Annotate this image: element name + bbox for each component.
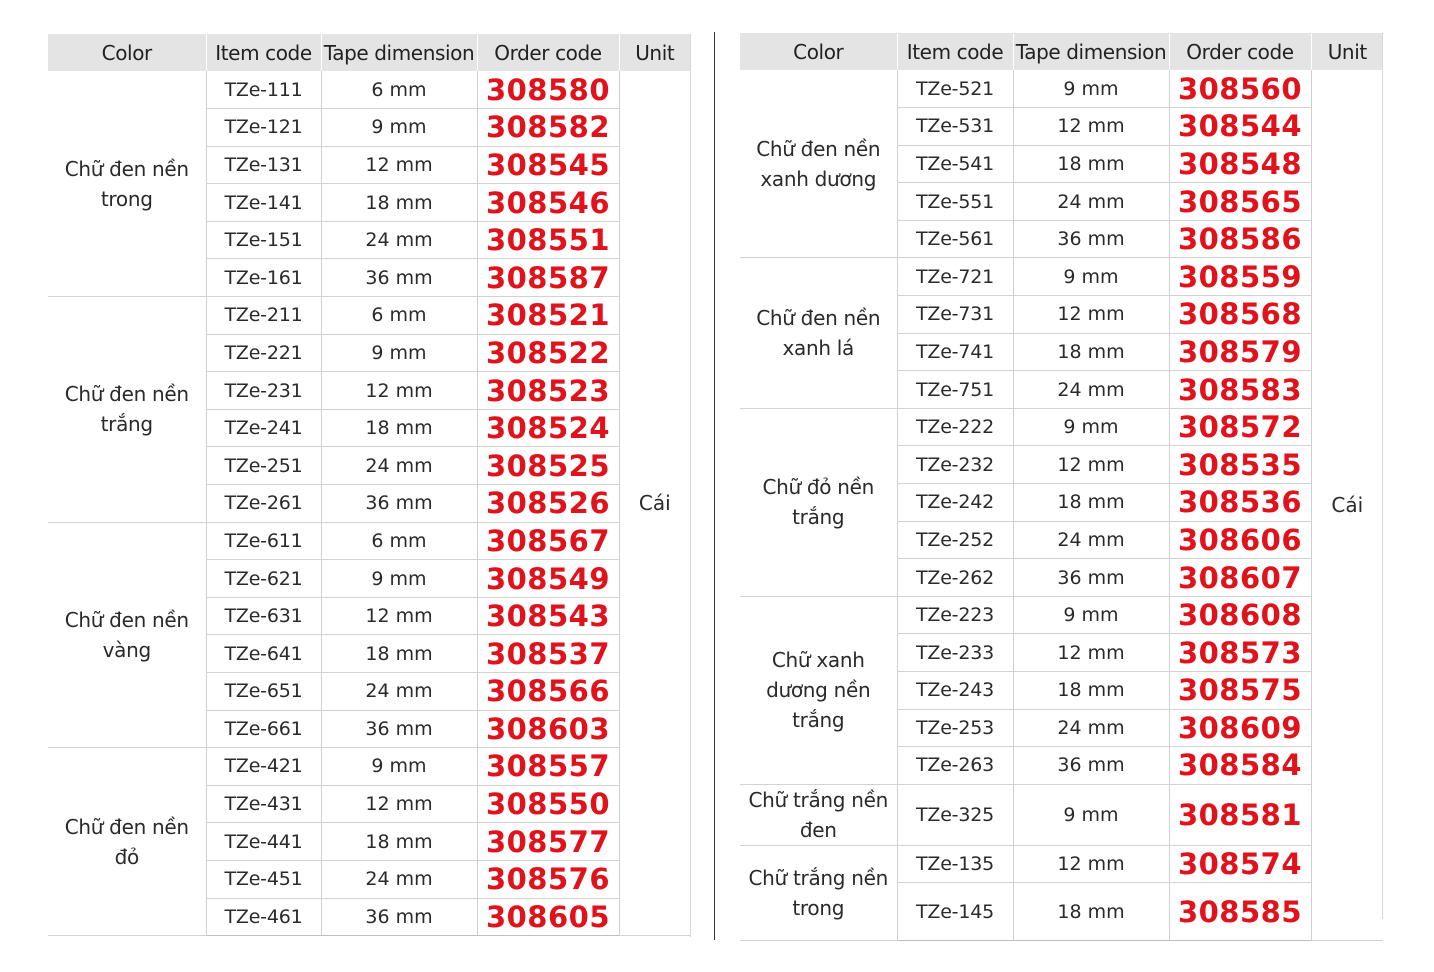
item-code-cell: TZe-251 [206, 447, 321, 485]
item-code-cell: TZe-441 [206, 823, 321, 861]
order-code-cell: 308523 [477, 372, 619, 410]
order-code-cell: 308581 [1169, 784, 1311, 845]
tape-dimension-cell: 18 mm [321, 409, 477, 447]
item-code-cell: TZe-242 [897, 484, 1013, 522]
item-code-cell: TZe-641 [206, 635, 321, 673]
order-code-cell: 308565 [1169, 183, 1311, 221]
header-unit: Unit [1311, 33, 1383, 70]
order-code-cell: 308584 [1169, 747, 1311, 785]
table-body-left [48, 71, 690, 936]
tape-dimension-cell: 18 mm [1013, 145, 1169, 183]
tape-dimension-cell: 9 mm [1013, 784, 1169, 845]
order-code-cell: 308550 [477, 785, 619, 823]
tape-dimension-cell: 12 mm [321, 785, 477, 823]
tape-dimension-cell: 24 mm [321, 673, 477, 711]
item-code-cell: TZe-233 [897, 634, 1013, 672]
order-code-cell: 308544 [1169, 108, 1311, 146]
order-code-cell: 308559 [1169, 258, 1311, 296]
item-code-cell: TZe-135 [897, 845, 1013, 883]
order-code-cell: 308566 [477, 673, 619, 711]
item-code-cell: TZe-131 [206, 146, 321, 184]
item-code-cell: TZe-561 [897, 220, 1013, 258]
item-code-cell: TZe-651 [206, 673, 321, 711]
item-code-cell: TZe-231 [206, 372, 321, 410]
tape-dimension-cell: 18 mm [1013, 672, 1169, 710]
item-code-cell: TZe-631 [206, 597, 321, 635]
item-code-cell: TZe-461 [206, 898, 321, 936]
item-code-cell: TZe-221 [206, 334, 321, 372]
order-code-cell: 308526 [477, 485, 619, 523]
item-code-cell: TZe-741 [897, 333, 1013, 371]
order-code-cell: 308603 [477, 710, 619, 748]
item-code-cell: TZe-611 [206, 522, 321, 560]
tape-dimension-cell: 36 mm [1013, 559, 1169, 597]
table-row [740, 596, 1383, 634]
item-code-cell: TZe-751 [897, 371, 1013, 409]
item-code-cell: TZe-241 [206, 409, 321, 447]
color-group-label: Chữ đen nền trong [48, 71, 206, 297]
order-code-cell: 308535 [1169, 446, 1311, 484]
tape-dimension-cell: 24 mm [1013, 371, 1169, 409]
order-code-cell: 308545 [477, 146, 619, 184]
item-code-cell: TZe-721 [897, 258, 1013, 296]
order-code-cell: 308568 [1169, 296, 1311, 334]
order-code-cell: 308574 [1169, 845, 1311, 883]
order-code-cell: 308521 [477, 297, 619, 335]
color-group-label: Chữ trắng nền đen [740, 784, 897, 845]
item-code-cell: TZe-541 [897, 145, 1013, 183]
tape-dimension-cell: 18 mm [1013, 883, 1169, 941]
order-code-cell: 308587 [477, 259, 619, 297]
item-code-cell: TZe-145 [897, 883, 1013, 941]
tape-dimension-cell: 12 mm [1013, 634, 1169, 672]
tape-dimension-cell: 36 mm [321, 259, 477, 297]
order-code-cell: 308536 [1169, 484, 1311, 522]
color-group-label: Chữ đen nền vàng [48, 522, 206, 748]
item-code-cell: TZe-531 [897, 108, 1013, 146]
table-edge-right [1382, 33, 1383, 919]
header-row [740, 33, 1383, 70]
tape-dimension-cell: 24 mm [321, 860, 477, 898]
tape-dimension-cell: 6 mm [321, 522, 477, 560]
tape-dimension-cell: 9 mm [1013, 408, 1169, 446]
tape-dimension-cell: 24 mm [1013, 709, 1169, 747]
tape-dimension-cell: 12 mm [1013, 845, 1169, 883]
color-group-label: Chữ trắng nền trong [740, 845, 897, 941]
color-group-label: Chữ đen nền xanh dương [740, 70, 897, 258]
tape-dimension-cell: 36 mm [1013, 747, 1169, 785]
item-code-cell: TZe-551 [897, 183, 1013, 221]
table-row [740, 408, 1383, 446]
table-row [48, 748, 690, 786]
item-code-cell: TZe-431 [206, 785, 321, 823]
header-item-code: Item code [897, 33, 1013, 70]
header-row [48, 34, 690, 71]
item-code-cell: TZe-421 [206, 748, 321, 786]
order-code-cell: 308582 [477, 109, 619, 147]
order-code-cell: 308567 [477, 522, 619, 560]
tape-dimension-cell: 36 mm [321, 898, 477, 936]
table-edge-left [690, 34, 691, 937]
tape-dimension-cell: 9 mm [321, 109, 477, 147]
item-code-cell: TZe-261 [206, 485, 321, 523]
tape-dimension-cell: 9 mm [321, 334, 477, 372]
header-order-code: Order code [477, 34, 619, 71]
tape-dimension-cell: 18 mm [321, 823, 477, 861]
table-row [740, 258, 1383, 296]
order-code-cell: 308548 [1169, 145, 1311, 183]
item-code-cell: TZe-731 [897, 296, 1013, 334]
order-code-cell: 308607 [1169, 559, 1311, 597]
tape-dimension-cell: 9 mm [1013, 596, 1169, 634]
tape-dimension-cell: 6 mm [321, 297, 477, 335]
item-code-cell: TZe-253 [897, 709, 1013, 747]
item-code-cell: TZe-223 [897, 596, 1013, 634]
order-code-cell: 308560 [1169, 70, 1311, 108]
color-group-label: Chữ xanh dương nền trắng [740, 596, 897, 784]
tape-dimension-cell: 9 mm [321, 560, 477, 598]
color-group-label: Chữ đen nền trắng [48, 297, 206, 523]
tape-dimension-cell: 9 mm [1013, 258, 1169, 296]
header-item-code: Item code [206, 34, 321, 71]
tape-dimension-cell: 12 mm [1013, 446, 1169, 484]
tape-dimension-cell: 12 mm [1013, 296, 1169, 334]
order-code-cell: 308573 [1169, 634, 1311, 672]
order-code-cell: 308575 [1169, 672, 1311, 710]
tape-dimension-cell: 9 mm [321, 748, 477, 786]
table-body-right [740, 70, 1383, 941]
item-code-cell: TZe-243 [897, 672, 1013, 710]
item-code-cell: TZe-252 [897, 521, 1013, 559]
tape-dimension-cell: 18 mm [321, 184, 477, 222]
item-code-cell: TZe-661 [206, 710, 321, 748]
tape-dimension-cell: 36 mm [321, 485, 477, 523]
tape-dimension-cell: 24 mm [1013, 521, 1169, 559]
header-tape-dimension: Tape dimension [1013, 33, 1169, 70]
item-code-cell: TZe-141 [206, 184, 321, 222]
tape-dimension-cell: 12 mm [321, 146, 477, 184]
order-code-cell: 308605 [477, 898, 619, 936]
header-color: Color [48, 34, 206, 71]
order-code-cell: 308577 [477, 823, 619, 861]
tape-dimension-cell: 6 mm [321, 71, 477, 109]
order-code-cell: 308549 [477, 560, 619, 598]
table-row [48, 522, 690, 560]
order-code-cell: 308609 [1169, 709, 1311, 747]
order-code-cell: 308546 [477, 184, 619, 222]
item-code-cell: TZe-161 [206, 259, 321, 297]
order-code-cell: 308608 [1169, 596, 1311, 634]
color-group-label: Chữ đen nền xanh lá [740, 258, 897, 408]
order-code-cell: 308606 [1169, 521, 1311, 559]
order-code-cell: 308522 [477, 334, 619, 372]
tape-dimension-cell: 36 mm [1013, 220, 1169, 258]
tape-dimension-cell: 18 mm [1013, 333, 1169, 371]
item-code-cell: TZe-262 [897, 559, 1013, 597]
header-unit: Unit [619, 34, 690, 71]
item-code-cell: TZe-222 [897, 408, 1013, 446]
table-row [740, 784, 1383, 845]
color-group-label: Chữ đỏ nền trắng [740, 408, 897, 596]
item-code-cell: TZe-325 [897, 784, 1013, 845]
order-code-cell: 308543 [477, 597, 619, 635]
unit-cell: Cái [1311, 70, 1383, 941]
tape-dimension-cell: 12 mm [321, 597, 477, 635]
item-code-cell: TZe-121 [206, 109, 321, 147]
item-code-cell: TZe-451 [206, 860, 321, 898]
tape-dimension-cell: 24 mm [1013, 183, 1169, 221]
header-order-code: Order code [1169, 33, 1311, 70]
tape-dimension-cell: 36 mm [321, 710, 477, 748]
order-code-cell: 308557 [477, 748, 619, 786]
product-table-left [48, 34, 690, 936]
order-code-cell: 308576 [477, 860, 619, 898]
column-divider [714, 32, 715, 940]
tape-dimension-cell: 9 mm [1013, 70, 1169, 108]
table-row [740, 70, 1383, 108]
item-code-cell: TZe-232 [897, 446, 1013, 484]
header-color: Color [740, 33, 897, 70]
order-code-cell: 308585 [1169, 883, 1311, 941]
item-code-cell: TZe-621 [206, 560, 321, 598]
order-code-cell: 308572 [1169, 408, 1311, 446]
product-table-right [740, 33, 1383, 941]
item-code-cell: TZe-521 [897, 70, 1013, 108]
order-code-cell: 308524 [477, 409, 619, 447]
item-code-cell: TZe-263 [897, 747, 1013, 785]
item-code-cell: TZe-111 [206, 71, 321, 109]
item-code-cell: TZe-211 [206, 297, 321, 335]
order-code-cell: 308537 [477, 635, 619, 673]
tape-dimension-cell: 24 mm [321, 447, 477, 485]
order-code-cell: 308586 [1169, 220, 1311, 258]
table-row [740, 845, 1383, 883]
order-code-cell: 308551 [477, 221, 619, 259]
header-tape-dimension: Tape dimension [321, 34, 477, 71]
tape-dimension-cell: 24 mm [321, 221, 477, 259]
table-row [48, 297, 690, 335]
tape-dimension-cell: 18 mm [321, 635, 477, 673]
order-code-cell: 308583 [1169, 371, 1311, 409]
unit-cell: Cái [619, 71, 690, 936]
order-code-cell: 308579 [1169, 333, 1311, 371]
tape-dimension-cell: 12 mm [321, 372, 477, 410]
tape-dimension-cell: 18 mm [1013, 484, 1169, 522]
order-code-cell: 308580 [477, 71, 619, 109]
table-row [48, 71, 690, 109]
tape-dimension-cell: 12 mm [1013, 108, 1169, 146]
order-code-cell: 308525 [477, 447, 619, 485]
color-group-label: Chữ đen nền đỏ [48, 748, 206, 936]
item-code-cell: TZe-151 [206, 221, 321, 259]
